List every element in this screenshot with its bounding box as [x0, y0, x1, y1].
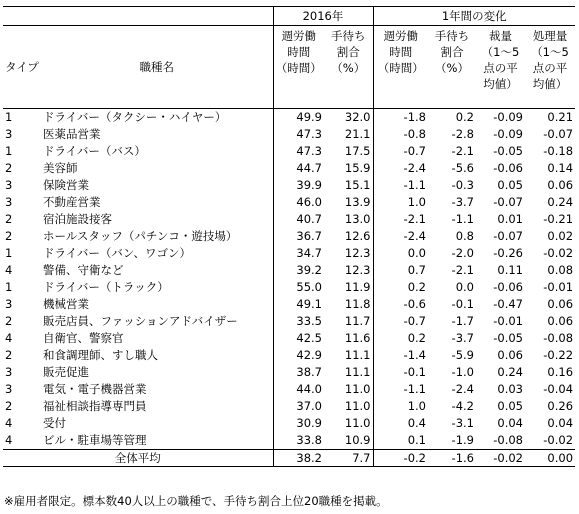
- total-processing: 0.00: [525, 450, 575, 467]
- cell-processing: -0.04: [543, 382, 574, 396]
- cell-waiting-change: 0.0: [455, 280, 474, 294]
- table-row: [3, 245, 575, 262]
- cell-discretion: -0.06: [493, 280, 523, 294]
- cell-job: ドライバー（トラック）: [43, 280, 169, 294]
- cell-type: 1: [5, 110, 13, 124]
- waiting-time-table: [3, 6, 575, 467]
- cell-hours-change: 0.2: [373, 279, 428, 296]
- cell-discretion: 0.05: [497, 178, 523, 192]
- cell-waiting-change: -2.4: [451, 382, 474, 396]
- cell-waiting-change: -4.2: [451, 399, 474, 413]
- cell-hours-change: -0.7: [373, 313, 428, 330]
- cell-discretion: -0.07: [493, 229, 523, 243]
- cell-waiting-change: 0.2: [455, 110, 474, 124]
- cell-waiting: 12.3: [344, 263, 371, 277]
- cell-hours: 36.7: [273, 228, 324, 245]
- col-waiting-change: [428, 26, 476, 109]
- cell-discretion: 0.06: [497, 348, 523, 362]
- cell-processing: -0.02: [543, 433, 574, 447]
- cell-processing: 0.06: [547, 297, 574, 311]
- cell-waiting-change: -2.1: [451, 144, 474, 158]
- col-hours-label: 週労働 時間 （時間）: [275, 29, 322, 75]
- cell-waiting-change: -1.7: [451, 314, 474, 328]
- table-row: [3, 262, 575, 279]
- cell-type: 3: [5, 178, 13, 192]
- table-body: [3, 109, 575, 450]
- cell-job: 販売店員、ファッションアドバイザー: [43, 314, 238, 328]
- cell-type: 3: [5, 382, 13, 396]
- cell-waiting-change: -2.0: [451, 246, 474, 260]
- cell-discretion: -0.47: [493, 297, 523, 311]
- cell-waiting: 11.1: [344, 348, 371, 362]
- total-hours-change: -0.2: [373, 450, 428, 467]
- cell-hours-change: -1.4: [373, 347, 428, 364]
- table-row: [3, 160, 575, 177]
- cell-hours: 39.9: [273, 177, 324, 194]
- cell-hours: 33.5: [273, 313, 324, 330]
- col-processing: [525, 26, 575, 109]
- cell-waiting-change: -1.0: [451, 365, 474, 379]
- table-row: [3, 330, 575, 347]
- cell-hours-change: 0.4: [373, 415, 428, 432]
- cell-waiting-change: -2.1: [451, 263, 474, 277]
- cell-discretion: 0.04: [497, 416, 523, 430]
- group-2016: 2016年: [273, 7, 373, 26]
- cell-processing: 0.06: [547, 178, 574, 192]
- cell-discretion: -0.06: [493, 161, 523, 175]
- cell-discretion: 0.11: [497, 263, 523, 277]
- cell-type: 2: [5, 348, 13, 362]
- table-row: [3, 398, 575, 415]
- cell-hours-change: 0.7: [373, 262, 428, 279]
- cell-waiting: 11.6: [344, 331, 371, 345]
- cell-job: ホールスタッフ（パチンコ・遊技場）: [43, 229, 238, 243]
- cell-type: 1: [5, 144, 13, 158]
- table-row: [3, 143, 575, 160]
- table-row: [3, 313, 575, 330]
- cell-hours: 33.8: [273, 432, 324, 450]
- cell-processing: 0.02: [547, 229, 574, 243]
- cell-waiting: 10.9: [344, 433, 371, 447]
- cell-type: 2: [5, 314, 13, 328]
- cell-hours: 55.0: [273, 279, 324, 296]
- cell-waiting: 11.7: [344, 314, 371, 328]
- cell-processing: 0.26: [547, 399, 574, 413]
- cell-type: 2: [5, 161, 13, 175]
- cell-waiting: 11.0: [344, 399, 371, 413]
- cell-job: ドライバー（タクシー・ハイヤー）: [43, 110, 227, 124]
- cell-hours: 49.9: [273, 109, 324, 127]
- cell-hours: 40.7: [273, 211, 324, 228]
- cell-hours-change: -1.1: [373, 381, 428, 398]
- total-discretion: -0.02: [476, 450, 525, 467]
- cell-processing: -0.21: [543, 212, 574, 226]
- cell-job: ビル・駐車場等管理: [43, 433, 147, 447]
- cell-waiting: 12.6: [344, 229, 371, 243]
- table-row: [3, 109, 575, 127]
- cell-hours: 47.3: [273, 143, 324, 160]
- cell-hours: 42.9: [273, 347, 324, 364]
- cell-processing: 0.06: [547, 314, 574, 328]
- col-processing-label: 処理量 （1～5 点の平 均値）: [531, 29, 569, 91]
- cell-waiting: 17.5: [344, 144, 371, 158]
- cell-hours: 38.7: [273, 364, 324, 381]
- cell-hours: 49.1: [273, 296, 324, 313]
- cell-processing: -0.07: [543, 127, 574, 141]
- cell-waiting: 15.1: [344, 178, 371, 192]
- cell-type: 2: [5, 229, 13, 243]
- cell-waiting: 21.1: [344, 127, 371, 141]
- cell-waiting-change: -5.6: [451, 161, 474, 175]
- cell-hours: 44.0: [273, 381, 324, 398]
- cell-job: 電気・電子機器営業: [43, 382, 147, 396]
- cell-hours-change: 1.0: [373, 398, 428, 415]
- cell-hours: 37.0: [273, 398, 324, 415]
- cell-waiting-change: -3.1: [451, 416, 474, 430]
- cell-processing: -0.18: [543, 144, 574, 158]
- cell-job: 福祉相談指導専門員: [43, 399, 147, 413]
- total-waiting: 7.7: [324, 450, 373, 467]
- cell-processing: 0.21: [547, 110, 574, 124]
- cell-job: 機械営業: [43, 297, 89, 311]
- cell-discretion: -0.26: [493, 246, 523, 260]
- table-row: [3, 211, 575, 228]
- col-hours: [273, 26, 324, 109]
- cell-type: 2: [5, 212, 13, 226]
- cell-type: 2: [5, 399, 13, 413]
- cell-type: 3: [5, 365, 13, 379]
- cell-job: 和食調理師、すし職人: [43, 348, 158, 362]
- cell-hours-change: -0.8: [373, 126, 428, 143]
- cell-type: 4: [5, 331, 13, 345]
- cell-hours-change: 1.0: [373, 194, 428, 211]
- table-row: [3, 279, 575, 296]
- table-row: [3, 364, 575, 381]
- table-row: [3, 296, 575, 313]
- cell-waiting-change: -3.7: [451, 331, 474, 345]
- cell-type: 3: [5, 195, 13, 209]
- cell-hours-change: -0.1: [373, 364, 428, 381]
- cell-hours-change: -0.6: [373, 296, 428, 313]
- cell-hours: 42.5: [273, 330, 324, 347]
- cell-job: 美容師: [43, 161, 78, 175]
- col-waiting: [324, 26, 373, 109]
- table-row: [3, 177, 575, 194]
- cell-discretion: -0.09: [493, 127, 523, 141]
- cell-hours: 30.9: [273, 415, 324, 432]
- cell-type: 4: [5, 416, 13, 430]
- cell-waiting-change: -5.9: [451, 348, 474, 362]
- cell-waiting: 11.9: [344, 280, 371, 294]
- footnote: ※雇用者限定。標本数40人以上の職種で、手待ち割合上位20職種を掲載。: [4, 494, 388, 508]
- cell-hours-change: -2.4: [373, 228, 428, 245]
- table-row: [3, 228, 575, 245]
- cell-waiting-change: -3.7: [451, 195, 474, 209]
- cell-discretion: 0.24: [497, 365, 523, 379]
- group-change: 1年間の変化: [373, 7, 575, 26]
- cell-waiting: 11.8: [344, 297, 371, 311]
- cell-hours-change: -0.7: [373, 143, 428, 160]
- cell-processing: 0.08: [547, 263, 574, 277]
- cell-waiting: 13.0: [344, 212, 371, 226]
- cell-processing: -0.02: [543, 246, 574, 260]
- cell-job: 宿泊施設接客: [43, 212, 112, 226]
- cell-waiting: 11.1: [344, 365, 371, 379]
- cell-waiting: 11.0: [344, 416, 371, 430]
- cell-discretion: -0.09: [493, 110, 523, 124]
- cell-discretion: -0.05: [493, 331, 523, 345]
- cell-discretion: -0.07: [493, 195, 523, 209]
- header-column-row: [3, 26, 575, 109]
- cell-type: 4: [5, 263, 13, 277]
- col-waiting-label: 手待ち 割合 （%）: [331, 29, 366, 75]
- header-group-row: [3, 7, 575, 26]
- cell-hours: 34.7: [273, 245, 324, 262]
- cell-hours: 44.7: [273, 160, 324, 177]
- cell-waiting: 12.3: [344, 246, 371, 260]
- cell-job: ドライバー（バン、ワゴン）: [43, 246, 192, 260]
- cell-waiting-change: -0.1: [451, 297, 474, 311]
- col-discretion: [476, 26, 525, 109]
- table-row: [3, 126, 575, 143]
- table-row: [3, 432, 575, 450]
- cell-processing: 0.04: [547, 416, 574, 430]
- cell-type: 1: [5, 246, 13, 260]
- total-waiting-change: -1.6: [428, 450, 476, 467]
- col-job: 職種名: [41, 26, 273, 109]
- total-hours: 38.2: [273, 450, 324, 467]
- cell-job: 医薬品営業: [43, 127, 101, 141]
- cell-waiting-change: -1.1: [451, 212, 474, 226]
- cell-waiting-change: 0.8: [455, 229, 474, 243]
- cell-processing: 0.14: [547, 161, 574, 175]
- cell-job: 不動産営業: [43, 195, 101, 209]
- cell-processing: -0.08: [543, 331, 574, 345]
- cell-waiting-change: -1.9: [451, 433, 474, 447]
- table-row: [3, 347, 575, 364]
- cell-waiting: 15.9: [344, 161, 371, 175]
- cell-job: 販売促進: [43, 365, 89, 379]
- col-hours-change: [373, 26, 428, 109]
- cell-discretion: 0.03: [497, 382, 523, 396]
- table-row: [3, 381, 575, 398]
- cell-waiting-change: -2.8: [451, 127, 474, 141]
- cell-hours-change: -1.8: [373, 109, 428, 127]
- cell-processing: 0.16: [547, 365, 574, 379]
- cell-hours-change: 0.2: [373, 330, 428, 347]
- cell-processing: -0.22: [543, 348, 574, 362]
- cell-type: 3: [5, 297, 13, 311]
- header-spacer: [3, 7, 273, 26]
- cell-type: 3: [5, 127, 13, 141]
- total-row: [3, 450, 575, 467]
- cell-hours-change: -1.1: [373, 177, 428, 194]
- cell-discretion: 0.01: [497, 212, 523, 226]
- cell-type: 1: [5, 280, 13, 294]
- col-discretion-label: 裁量 （1～5 点の平 均値）: [481, 29, 520, 91]
- cell-waiting-change: -0.3: [451, 178, 474, 192]
- cell-hours-change: -2.1: [373, 211, 428, 228]
- col-hours-change-label: 週労働 時間 （時間）: [377, 29, 424, 75]
- cell-waiting: 32.0: [344, 110, 371, 124]
- table-row: [3, 415, 575, 432]
- cell-discretion: -0.05: [493, 144, 523, 158]
- cell-type: 4: [5, 433, 13, 447]
- total-label: 全体平均: [3, 450, 273, 467]
- cell-hours-change: -2.4: [373, 160, 428, 177]
- cell-job: 警備、守衛など: [43, 263, 124, 277]
- cell-waiting: 13.9: [344, 195, 371, 209]
- cell-hours: 46.0: [273, 194, 324, 211]
- cell-job: ドライバー（バス）: [43, 144, 146, 158]
- cell-hours: 47.3: [273, 126, 324, 143]
- cell-discretion: 0.05: [497, 399, 523, 413]
- col-waiting-change-label: 手待ち 割合 （%）: [434, 29, 470, 75]
- cell-discretion: -0.08: [493, 433, 523, 447]
- cell-job: 保険営業: [43, 178, 89, 192]
- cell-hours-change: 0.1: [373, 432, 428, 450]
- cell-processing: 0.24: [547, 195, 574, 209]
- col-type: タイプ: [3, 26, 41, 109]
- cell-waiting: 11.0: [344, 382, 371, 396]
- cell-job: 自衛官、警察官: [43, 331, 124, 345]
- cell-hours-change: 0.0: [373, 245, 428, 262]
- cell-job: 受付: [43, 416, 66, 430]
- table-row: [3, 194, 575, 211]
- cell-hours: 39.2: [273, 262, 324, 279]
- cell-discretion: -0.01: [493, 314, 523, 328]
- cell-processing: -0.01: [543, 280, 574, 294]
